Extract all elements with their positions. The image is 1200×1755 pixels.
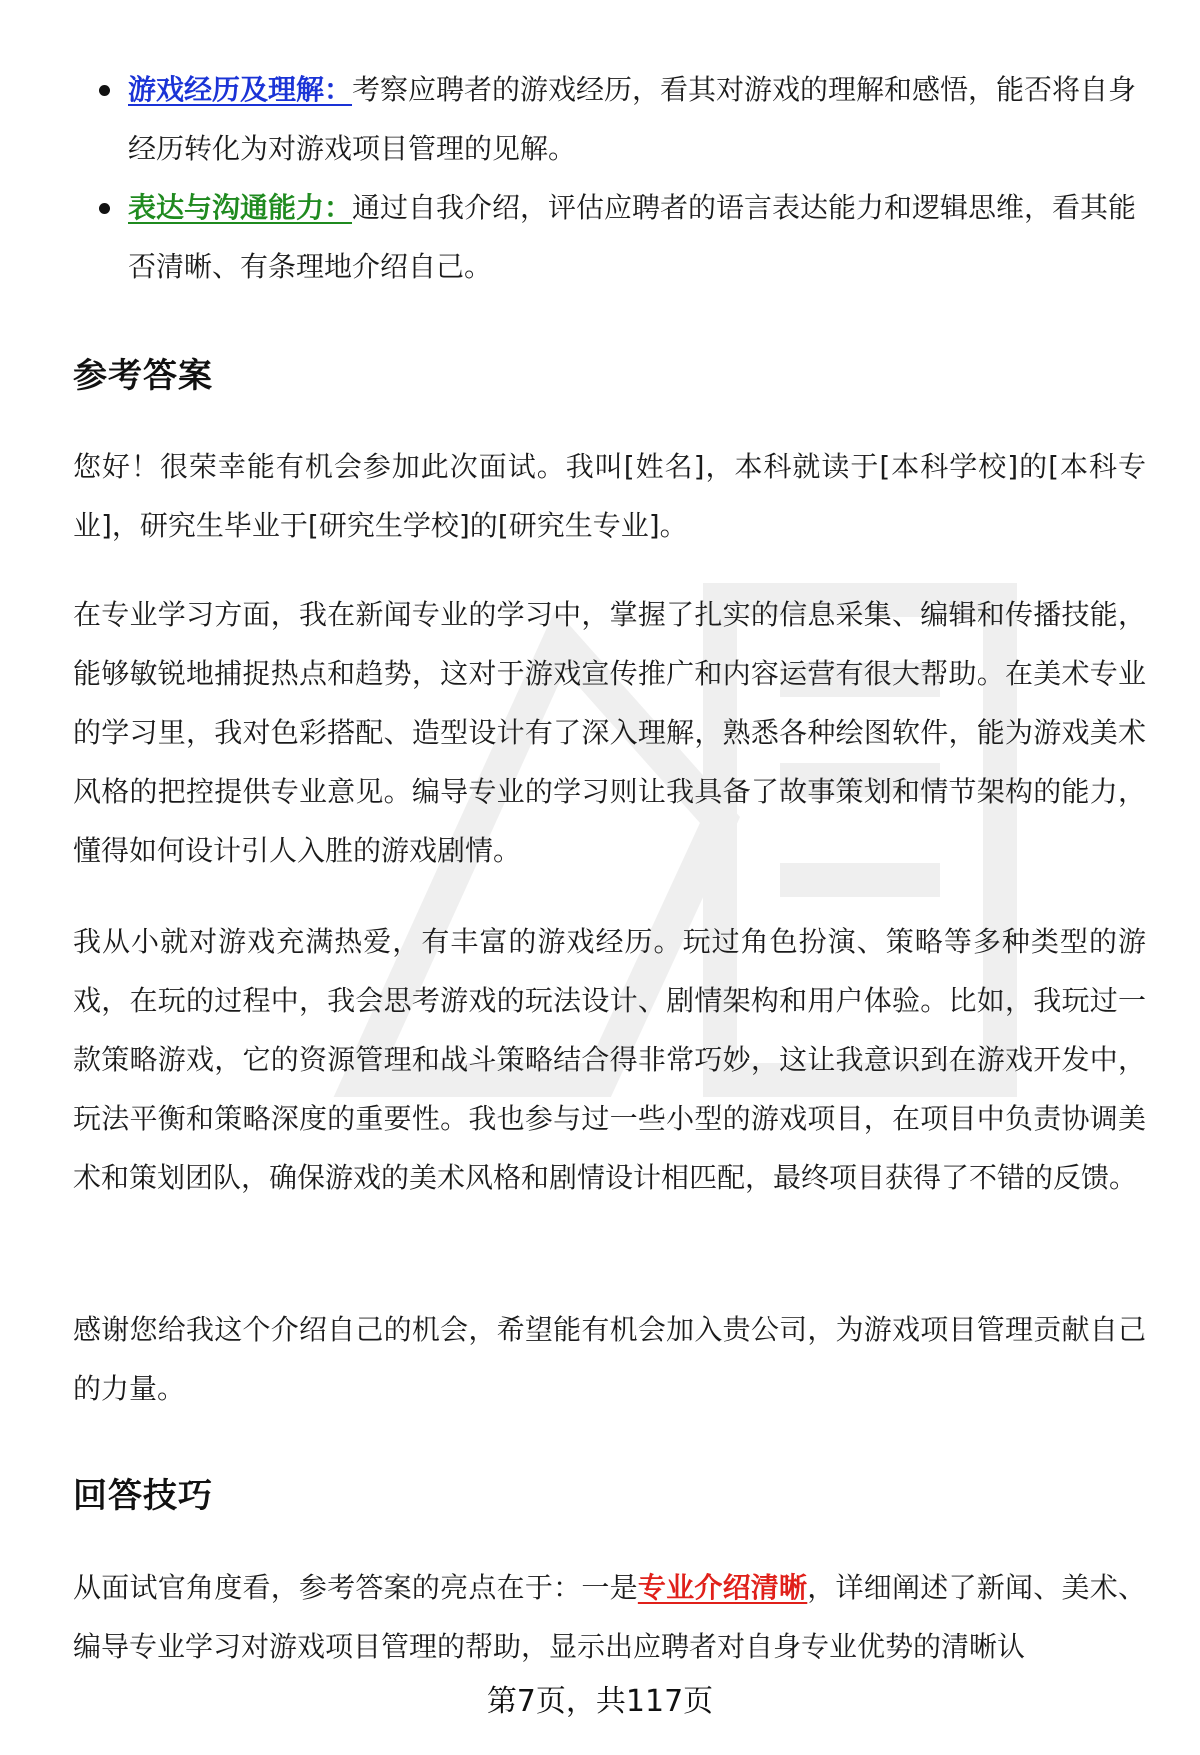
answer-paragraph: 感谢您给我这个介绍自己的机会，希望能有机会加入贵公司，为游戏项目管理贡献自己的力量。 <box>73 1313 1146 1405</box>
tips-suffix: ，详细阐述了新闻、美术、编导专业学习对游戏项目管理的帮助，显示出应聘者对自身专业优势的清晰认 <box>73 1571 1146 1663</box>
bullet-dot <box>99 85 110 96</box>
tips-paragraph <box>73 1558 1146 1676</box>
criteria-keyword: 游戏经历及理解： <box>128 73 353 106</box>
tips-prefix: 从面试官角度看，参考答案的亮点在于：一是 <box>73 1571 638 1604</box>
tips-heading: 回答技巧 <box>73 1476 213 1516</box>
tips-highlight: 专业介绍清晰 <box>637 1571 808 1604</box>
list-item <box>95 60 1145 178</box>
answer-paragraph: 在专业学习方面，我在新闻专业的学习中，掌握了扎实的信息采集、编辑和传播技能，能够敏锐地捕捉热点和趋势，这对于游戏宣传推广和内容运营有很大帮助。在美术专业的学习里，我对色彩搭配、造型设计有了深入理解，熟悉各种绘图软件，能为游戏美术风格的把控提供专业意见。编导专业的学习则让我具备了故事策划和情节架构的能力，懂得如何设计引人入胜的游戏剧情。 <box>73 598 1146 867</box>
list-item <box>95 178 1145 296</box>
criteria-list <box>95 60 1145 296</box>
answer-paragraph: 我从小就对游戏充满热爱，有丰富的游戏经历。玩过角色扮演、策略等多种类型的游戏，在玩的过程中，我会思考游戏的玩法设计、剧情架构和用户体验。比如，我玩过一款策略游戏，它的资源管理和战斗策略结合得非常巧妙，这让我意识到在游戏开发中，玩法平衡和策略深度的重要性。我也参与过一些小型的游戏项目，在项目中负责协调美术和策划团队，确保游戏的美术风格和剧情设计相匹配，最终项目获得了不错的反馈。 <box>73 925 1146 1194</box>
criteria-text: 通过自我介绍，评估应聘者的语言表达能力和逻辑思维，看其能否清晰、有条理地介绍自己。 <box>128 191 1137 283</box>
criteria-keyword: 表达与沟通能力： <box>128 191 353 224</box>
answer-heading: 参考答案 <box>73 356 213 396</box>
bullet-dot <box>99 203 110 214</box>
page-number: 第7页，共117页 <box>486 1684 714 1719</box>
answer-paragraph: 您好！很荣幸能有机会参加此次面试。我叫[姓名]，本科就读于[本科学校]的[本科专业]，研究生毕业于[研究生学校]的[研究生专业]。 <box>73 450 1146 542</box>
criteria-text: 考察应聘者的游戏经历，看其对游戏的理解和感悟，能否将自身经历转化为对游戏项目管理的见解。 <box>128 73 1137 165</box>
